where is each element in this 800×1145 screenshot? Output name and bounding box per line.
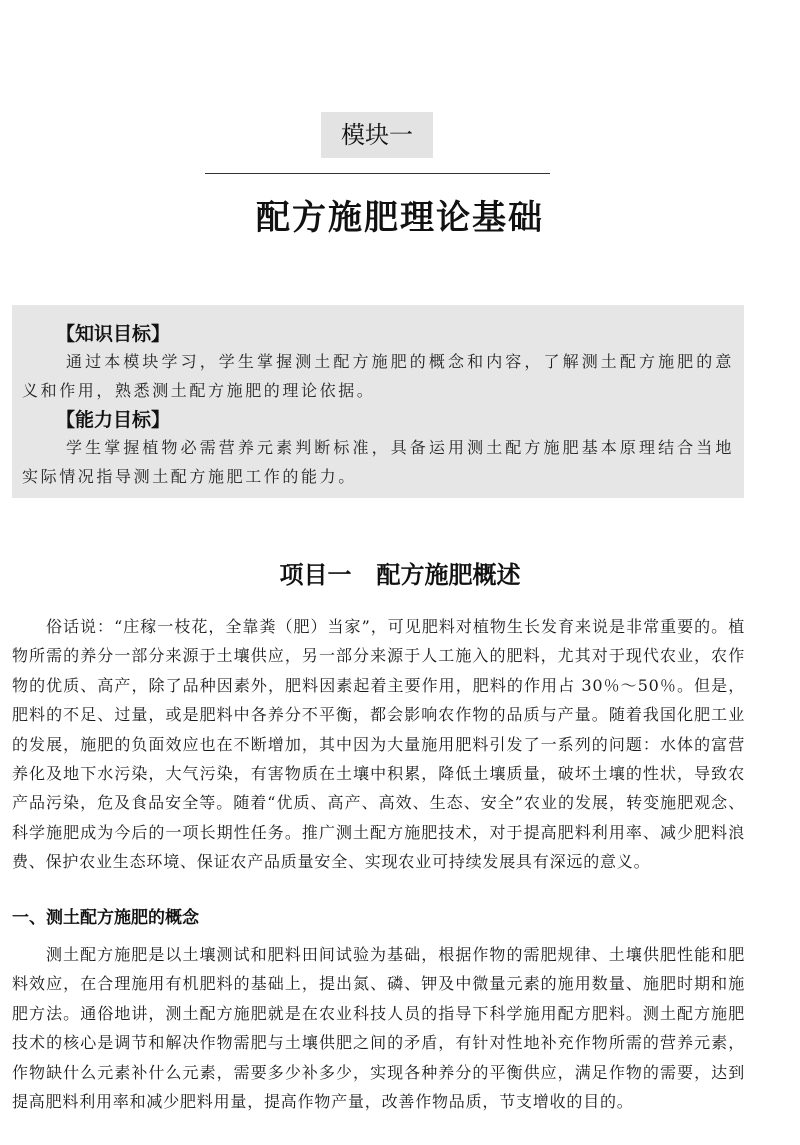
knowledge-objective-text: 通过本模块学习，学生掌握测土配方施肥的概念和内容，了解测土配方施肥的意义和作用，熟悉测土配方施肥的理论依据。: [22, 352, 734, 400]
title-divider: [205, 173, 550, 174]
section-heading: 一、测土配方施肥的概念: [12, 908, 199, 928]
ability-objective-text: 学生掌握植物必需营养元素判断标准，具备运用测土配方施肥基本原理结合当地实际情况指导测土配方施肥工作的能力。: [22, 438, 734, 486]
section-paragraph: 测土配方施肥是以土壤测试和肥料田间试验为基础，根据作物的需肥规律、土壤供肥性能和肥料效应，在合理施用有机肥料的基础上，提出氮、磷、钾及中微量元素的施用数量、施肥时期和施肥方法。通俗地讲，测土配方施肥就是在农业科技人员的指导下科学施用配方肥料。测土配方施肥技术的核心是调节和解决作物需肥与土壤供肥之间的矛盾，有针对性地补充作物所需的营养元素，作物缺什么元素补什么元素，需要多少补多少，实现各种养分的平衡供应，满足作物的需要，达到提高肥料利用率和减少肥料用量，提高作物产量，改善作物品质，节支增收的目的。: [12, 945, 745, 1112]
project-intro-paragraph: 俗话说：“庄稼一枝花，全靠粪（肥）当家”，可见肥料对植物生长发育来说是非常重要的。植物所需的养分一部分来源于土壤供应，另一部分来源于人工施入的肥料，尤其对于现代农业，农作物的优质、高产，除了品种因素外，肥料因素起着主要作用，肥料的作用占 30％～50％。但是，肥料的不足、过量，或是肥料中各养分不平衡，都会影响农作物的品质与产量。随着我国化肥工业的发展，施肥的负面效应也在不断增加，其中因为大量施用肥料引发了一系列的问题：水体的富营养化及地下水污染，大气污染，有害物质在土壤中积累，降低土壤质量，破坏土壤的性状，导致农产品污染，危及食品安全等。随着“优质、高产、高效、生态、安全”农业的发展，转变施肥观念、科学施肥成为今后的一项长期性任务。推广测土配方施肥技术，对于提高肥料利用率、减少肥料浪费、保护农业生态环境、保证农产品质量安全、实现农业可持续发展具有深远的意义。: [12, 617, 745, 872]
module-label: 模块一: [321, 112, 433, 158]
project-title: 项目一 配方施肥概述: [279, 561, 521, 589]
module-title: 配方施肥理论基础: [256, 198, 544, 238]
learning-objectives-box: [12, 305, 744, 498]
knowledge-objective-heading: 【知识目标】: [56, 323, 171, 345]
ability-objective-heading: 【能力目标】: [56, 409, 171, 431]
